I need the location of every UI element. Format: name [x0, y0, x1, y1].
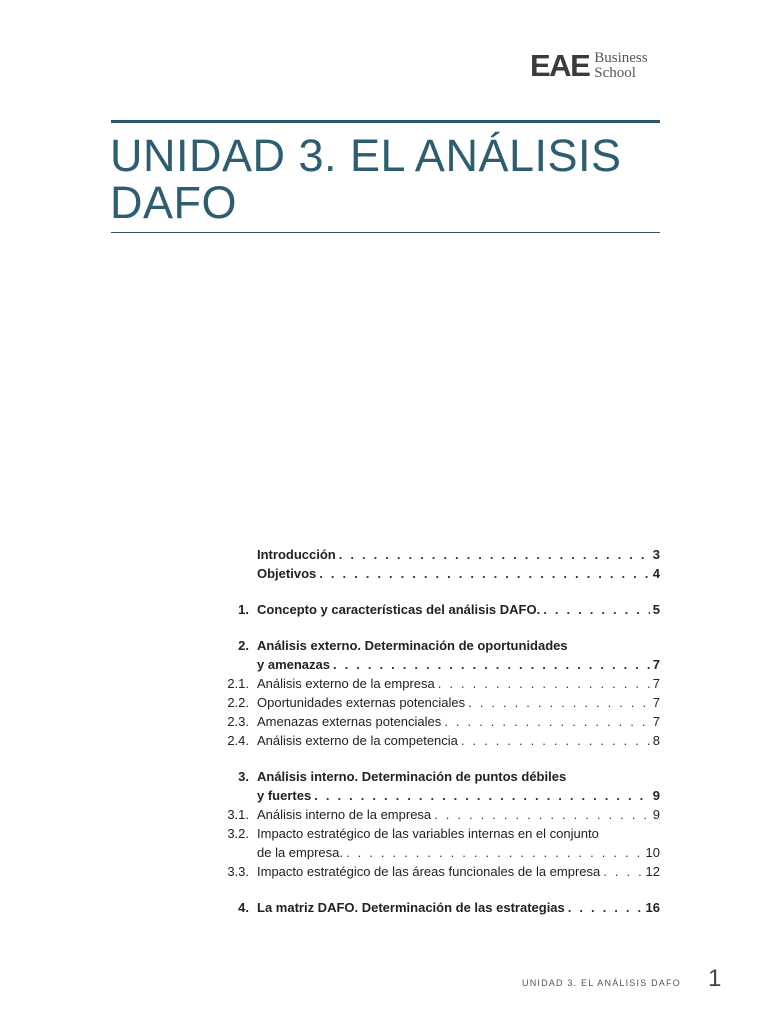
toc-entry[interactable]	[215, 655, 660, 674]
toc-entry-title: Objetivos	[257, 566, 317, 581]
toc-dot-leader	[543, 600, 650, 619]
toc-entry-page: 7	[652, 676, 660, 691]
toc-entry[interactable]	[215, 824, 660, 843]
toc-entry-page: 16	[645, 900, 660, 915]
eae-logo	[530, 50, 648, 81]
toc-entry-number: 3.	[238, 769, 249, 784]
toc-dot-leader	[434, 805, 650, 824]
title-bottom-rule	[111, 232, 660, 233]
toc-entry[interactable]	[215, 712, 660, 731]
toc-entry-title: Impacto estratégico de las variables internas en el conjunto	[257, 826, 599, 841]
toc-dot-leader	[461, 731, 650, 750]
toc-entry[interactable]	[215, 636, 660, 655]
toc-entry-title: Análisis externo de la competencia	[257, 733, 458, 748]
toc-entry[interactable]	[215, 545, 660, 564]
toc-entry-page: 12	[645, 864, 660, 879]
toc-entry[interactable]	[215, 862, 660, 881]
toc-entry-title: Impacto estratégico de las áreas funcionales de la empresa	[257, 864, 601, 879]
logo-text	[594, 51, 647, 81]
toc-entry-title: La matriz DAFO. Determinación de las estrategias	[257, 900, 565, 915]
toc-entry[interactable]	[215, 731, 660, 750]
toc-entry-title: Análisis interno de la empresa	[257, 807, 432, 822]
toc-entry-title: Análisis externo. Determinación de oportunidades	[257, 638, 568, 653]
toc-entry-title: Concepto y características del análisis DAFO.	[257, 602, 541, 617]
logo-line-1: Business	[594, 49, 648, 66]
toc-entry-page: 10	[645, 845, 660, 860]
toc-entry-page: 7	[652, 657, 660, 672]
toc-dot-leader	[339, 545, 650, 564]
toc-dot-leader	[314, 786, 650, 805]
toc-dot-leader	[444, 712, 649, 731]
toc-dot-leader	[468, 693, 650, 712]
toc-entry[interactable]	[215, 693, 660, 712]
toc-dot-leader	[438, 674, 650, 693]
toc-entry-title: Análisis externo de la empresa	[257, 676, 435, 691]
logo-line-2: School	[594, 64, 636, 81]
toc-entry-page: 8	[652, 733, 660, 748]
toc-entry-page: 5	[652, 602, 660, 617]
title-line-2: DAFO	[110, 177, 238, 228]
toc-entry-number: 3.2.	[227, 826, 249, 841]
toc-entry-title: y fuertes	[257, 788, 312, 803]
toc-entry[interactable]	[215, 767, 660, 786]
toc-entry-number: 2.4.	[227, 733, 249, 748]
toc-entry-number: 4.	[238, 900, 249, 915]
toc-entry-page: 7	[652, 714, 660, 729]
toc-entry-number: 2.1.	[227, 676, 249, 691]
logo-mark: EAE	[530, 48, 590, 83]
toc-entry[interactable]	[215, 600, 660, 619]
toc-entry-page: 7	[652, 695, 660, 710]
toc-entry[interactable]	[215, 843, 660, 862]
toc-entry-number: 3.3.	[227, 864, 249, 879]
toc-entry-page: 3	[652, 547, 660, 562]
page-title	[110, 132, 670, 226]
title-line-1: UNIDAD 3. EL ANÁLISIS	[110, 130, 622, 181]
toc-entry[interactable]	[215, 805, 660, 824]
toc-entry-number: 1.	[238, 602, 249, 617]
toc-entry-title: Amenazas externas potenciales	[257, 714, 442, 729]
toc-entry-number: 2.3.	[227, 714, 249, 729]
toc-dot-leader	[333, 655, 650, 674]
toc-entry-title: y amenazas	[257, 657, 330, 672]
toc-entry-title: Análisis interno. Determinación de puntos débiles	[257, 769, 567, 784]
toc-entry-number: 2.2.	[227, 695, 249, 710]
running-title: UNIDAD 3. EL ANÁLISIS DAFO	[522, 978, 681, 988]
table-of-contents	[215, 545, 660, 917]
title-top-rule	[111, 120, 660, 123]
toc-dot-leader	[346, 843, 643, 862]
toc-entry[interactable]	[215, 564, 660, 583]
toc-entry[interactable]	[215, 898, 660, 917]
toc-dot-leader	[568, 898, 643, 917]
toc-entry-page: 9	[652, 788, 660, 803]
toc-entry-number: 3.1.	[227, 807, 249, 822]
toc-entry-number: 2.	[238, 638, 249, 653]
toc-dot-leader	[319, 564, 650, 583]
toc-entry-page: 4	[652, 566, 660, 581]
toc-entry[interactable]	[215, 674, 660, 693]
page-number: 1	[708, 965, 722, 992]
toc-entry-page: 9	[652, 807, 660, 822]
toc-entry-title: Introducción	[257, 547, 336, 562]
toc-dot-leader	[603, 862, 642, 881]
toc-entry-title: de la empresa.	[257, 845, 343, 860]
toc-entry[interactable]	[215, 786, 660, 805]
toc-entry-title: Oportunidades externas potenciales	[257, 695, 466, 710]
